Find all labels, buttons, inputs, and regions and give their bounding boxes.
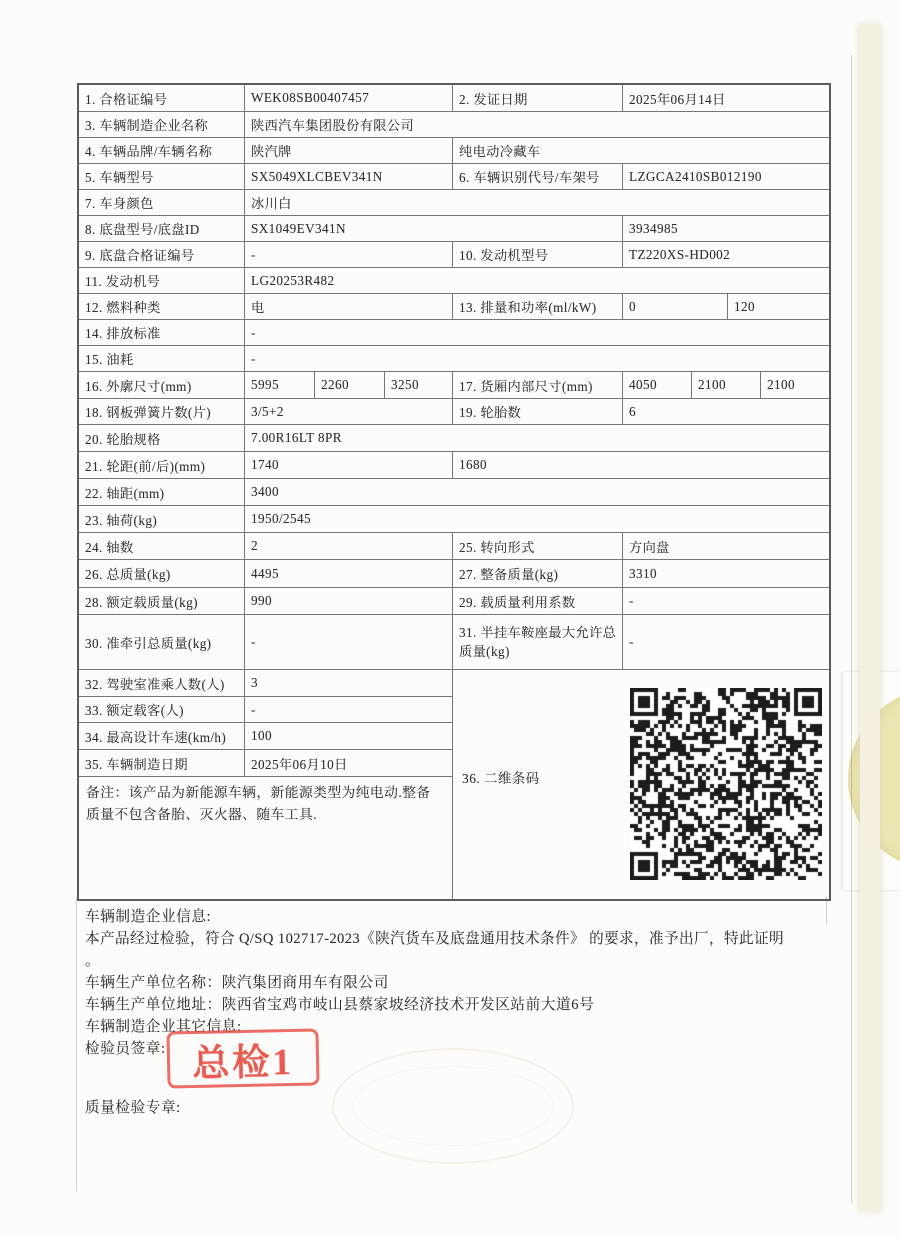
table-row — [79, 506, 829, 533]
table-row — [79, 399, 829, 425]
table-cell-label: 14. 排放标准 — [79, 320, 244, 346]
faint-seal-impression — [332, 1048, 574, 1164]
table-cell-label: 22. 轴距(mm) — [79, 479, 244, 506]
table-cell-value: 陕汽牌 — [244, 138, 452, 164]
table-row — [79, 372, 829, 399]
table-row — [79, 85, 829, 112]
table-cell-label: 34. 最高设计车速(km/h) — [79, 723, 244, 750]
table-row — [79, 533, 829, 560]
table-cell-value: 1740 — [244, 452, 452, 479]
table-cell-value: 6 — [622, 399, 829, 425]
table-row — [79, 112, 829, 138]
table-cell-value: 4050 — [622, 372, 691, 399]
table-cell-label: 11. 发动机号 — [79, 268, 244, 294]
table-cell-value: 3310 — [622, 560, 829, 588]
table-row — [79, 138, 829, 164]
table-row — [79, 294, 829, 320]
table-cell-label: 25. 转向形式 — [452, 533, 622, 560]
table-cell-label: 30. 准牵引总质量(kg) — [79, 615, 244, 670]
table-cell-label: 33. 额定载客(人) — [79, 697, 244, 723]
table-cell-value: 0 — [622, 294, 727, 320]
table-cell-value: 陕西汽车集团股份有限公司 — [244, 112, 829, 138]
table-cell-value: - — [244, 242, 452, 268]
table-cell-label: 28. 额定载质量(kg) — [79, 588, 244, 615]
table-row — [79, 346, 829, 372]
table-cell-label: 31. 半挂车鞍座最大允许总质量(kg) — [452, 615, 622, 670]
table-cell-value: - — [244, 697, 452, 723]
table-cell-value: 2025年06月14日 — [622, 85, 829, 112]
table-cell-value: 1680 — [452, 452, 829, 479]
table-cell-label: 1. 合格证编号 — [79, 85, 244, 112]
table-cell-value: 2100 — [691, 372, 760, 399]
table-row — [79, 216, 829, 242]
table-cell-value: 4495 — [244, 560, 452, 588]
certificate-table — [77, 83, 831, 901]
table-cell-value: 2025年06月10日 — [244, 750, 452, 777]
table-cell-value: 2100 — [760, 372, 829, 399]
table-cell-value: LG20253R482 — [244, 268, 829, 294]
table-cell-label: 21. 轮距(前/后)(mm) — [79, 452, 244, 479]
table-cell-value: 2260 — [314, 372, 384, 399]
table-cell-label: 23. 轴荷(kg) — [79, 506, 244, 533]
table-cell-label: 19. 轮胎数 — [452, 399, 622, 425]
table-cell-value: 纯电动冷藏车 — [452, 138, 829, 164]
table-cell-value: 3 — [244, 670, 452, 697]
table-cell-value: 990 — [244, 588, 452, 615]
table-row — [79, 588, 829, 615]
footer-title: 车辆制造企业信息: — [85, 909, 212, 925]
table-cell-label: 10. 发动机型号 — [452, 242, 622, 268]
table-cell-label: 8. 底盘型号/底盘ID — [79, 216, 244, 242]
table-cell-label: 7. 车身颜色 — [79, 190, 244, 216]
qr-code — [630, 688, 822, 880]
statement-period: 。 — [85, 953, 101, 969]
table-cell-value: 3/5+2 — [244, 399, 452, 425]
table-cell-label: 4. 车辆品牌/车辆名称 — [79, 138, 244, 164]
table-cell-value: 2 — [244, 533, 452, 560]
table-cell-label: 26. 总质量(kg) — [79, 560, 244, 588]
table-cell-label: 3. 车辆制造企业名称 — [79, 112, 244, 138]
table-cell-value: - — [244, 615, 452, 670]
table-cell-label: 6. 车辆识别代号/车架号 — [452, 164, 622, 190]
table-cell-label: 20. 轮胎规格 — [79, 425, 244, 452]
table-cell-value: 100 — [244, 723, 452, 750]
table-cell-value: 120 — [727, 294, 829, 320]
table-cell-value: 方向盘 — [622, 533, 829, 560]
table-cell-label: 9. 底盘合格证编号 — [79, 242, 244, 268]
left-edge-line — [76, 897, 77, 1191]
table-row — [79, 242, 829, 268]
other-info-line: 车辆制造企业其它信息: — [85, 1019, 242, 1035]
table-cell-label: 17. 货厢内部尺寸(mm) — [452, 372, 622, 399]
producer-name-line: 车辆生产单位名称：陕汽集团商用车有限公司 — [85, 975, 389, 991]
quality-seal-label: 质量检验专章: — [85, 1100, 181, 1116]
table-row — [79, 452, 829, 479]
table-cell-value: 冰川白 — [244, 190, 829, 216]
page-edge-line — [851, 55, 852, 1203]
table-cell-value: - — [244, 320, 829, 346]
table-cell-value: 3934985 — [622, 216, 829, 242]
producer-address-line: 车辆生产单位地址：陕西省宝鸡市岐山县蔡家坡经济技术开发区站前大道6号 — [85, 997, 595, 1013]
inspector-signature-label: 检验员签章: — [85, 1041, 166, 1057]
table-cell-label: 27. 整备质量(kg) — [452, 560, 622, 588]
table-cell-value: SX1049EV341N — [244, 216, 622, 242]
table-row — [79, 190, 829, 216]
table-cell-value: 1950/2545 — [244, 506, 829, 533]
table-row — [79, 479, 829, 506]
qr-label: 36. 二维条码 — [462, 771, 540, 786]
table-cell-label: 18. 钢板弹簧片数(片) — [79, 399, 244, 425]
table-row — [79, 268, 829, 294]
table-cell-value: 3250 — [384, 372, 452, 399]
table-row — [79, 320, 829, 346]
table-cell-value: 电 — [244, 294, 452, 320]
table-cell-value: - — [244, 346, 829, 372]
inspection-statement: 本产品经过检验，符合 Q/SQ 102717-2023《陕汽货车及底盘通用技术条件》 的要求，准予出厂，特此证明 — [85, 931, 784, 947]
table-cell-label: 35. 车辆制造日期 — [79, 750, 244, 777]
table-cell-label: 2. 发证日期 — [452, 85, 622, 112]
table-cell-value: - — [622, 615, 829, 670]
table-border-continuation — [826, 897, 827, 924]
table-cell-value: 7.00R16LT 8PR — [244, 425, 829, 452]
table-cell-value: TZ220XS-HD002 — [622, 242, 829, 268]
table-cell-label: 12. 燃料种类 — [79, 294, 244, 320]
table-cell-value: - — [622, 588, 829, 615]
table-row — [79, 560, 829, 588]
table-cell-label: 24. 轴数 — [79, 533, 244, 560]
qr-section-cell — [452, 670, 829, 899]
table-cell-value: 备注：该产品为新能源车辆，新能源类型为纯电动.整备质量不包含备胎、灭火器、随车工具. — [86, 785, 431, 822]
table-cell-label: 32. 驾驶室准乘人数(人) — [79, 670, 244, 697]
table-cell-value: LZGCA2410SB012190 — [622, 164, 829, 190]
table-cell-value: WEK08SB00407457 — [244, 85, 452, 112]
table-cell-value: 5995 — [244, 372, 314, 399]
table-cell-label: 16. 外廓尺寸(mm) — [79, 372, 244, 399]
table-row — [79, 164, 829, 190]
inspector-stamp: 总检1 — [166, 1028, 319, 1088]
page-edge-band — [860, 25, 880, 1210]
table-cell-label: 15. 油耗 — [79, 346, 244, 372]
table-cell-label: 5. 车辆型号 — [79, 164, 244, 190]
table-cell-label: 29. 载质量利用系数 — [452, 588, 622, 615]
table-cell-value: SX5049XLCBEV341N — [244, 164, 452, 190]
table-cell-label: 13. 排量和功率(ml/kW) — [452, 294, 622, 320]
table-cell-value: 3400 — [244, 479, 829, 506]
table-row — [79, 615, 829, 670]
table-row — [79, 425, 829, 452]
